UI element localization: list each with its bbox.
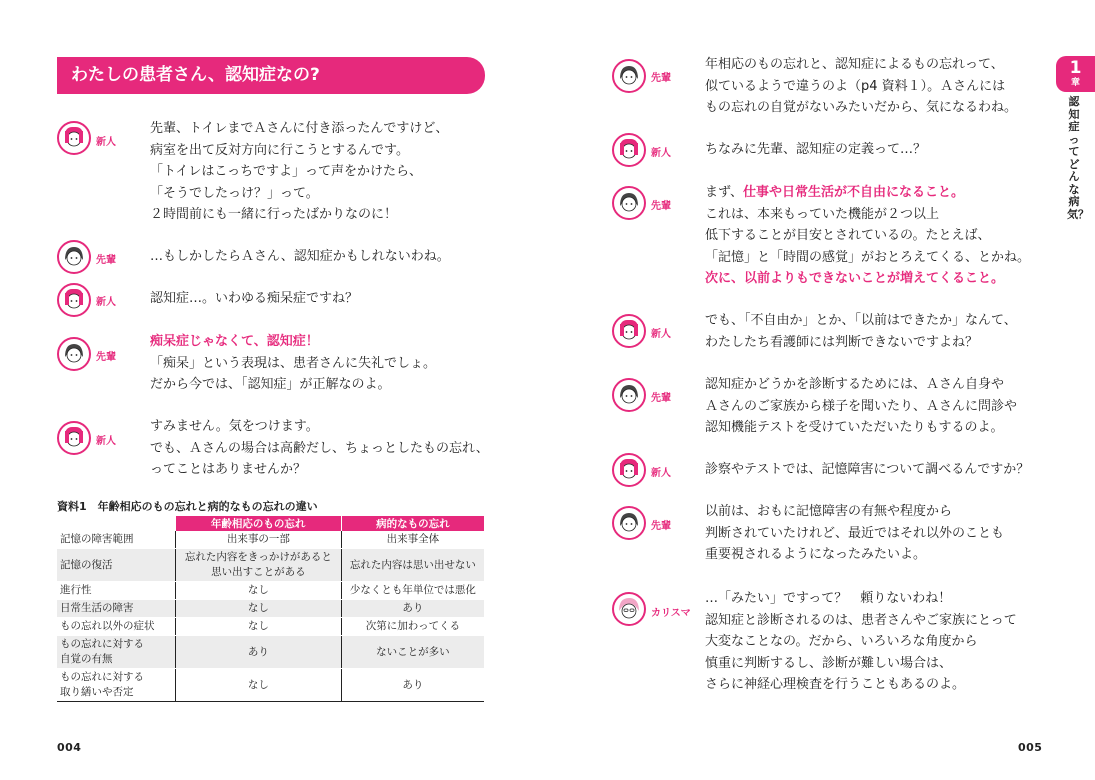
chapter-title: 認知症ってどんな病気？	[1067, 95, 1089, 221]
speaker-label: 先輩	[96, 352, 116, 363]
page-number: 004	[57, 741, 82, 754]
newcomer-avatar-icon	[612, 133, 646, 167]
page-number: 005	[1018, 741, 1043, 754]
speaker-label: 先輩	[96, 255, 116, 266]
dialogue-text	[705, 310, 1017, 353]
dialogue-fragment: まず、	[705, 185, 743, 200]
table-cell: あり	[341, 669, 484, 702]
table-header-cell: 病的なもの忘れ	[341, 516, 484, 531]
speaker-label: 新人	[96, 137, 116, 148]
emphasis-fragment: 仕事や日常生活が不自由になること。	[742, 185, 964, 200]
dialogue-text	[705, 588, 1017, 696]
table-cell: 進行性	[57, 582, 176, 600]
speaker-label: 先輩	[651, 201, 671, 212]
chapter-number: 1	[1069, 58, 1082, 78]
dialogue-line: 重要視されるようになったみたいよ。	[705, 547, 927, 562]
emphasis-line: 痴呆症じゃなくて、認知症！	[150, 334, 319, 349]
dialogue-line: 病室を出て反対方向に行こうとするんです。	[150, 142, 409, 158]
speaker-label: 先輩	[651, 73, 671, 84]
section-title: わたしの患者さん、認知症なの?	[57, 57, 485, 94]
table-cell: 少なくとも年単位では悪化	[341, 582, 484, 600]
newcomer-avatar-icon	[612, 314, 646, 348]
speaker-label: 新人	[96, 436, 116, 447]
dialogue-line: 似ているようで違うのよ（p4 資料１）。Ａさんには	[705, 78, 1006, 94]
table-cell: もの忘れに対する 自覚の有無	[57, 636, 176, 669]
dialogue-line: 認知症かどうかを診断するためには、Ａさん自身や	[705, 377, 1005, 392]
senior-avatar-icon	[612, 186, 646, 220]
table-cell: なし	[176, 669, 342, 702]
dialogue-line: 以前は、おもに記憶障害の有無や程度から	[705, 504, 953, 519]
table-caption: 資料1 年齢相応のもの忘れと病的なもの忘れの違い	[57, 500, 318, 513]
speaker-label: 先輩	[651, 393, 671, 404]
dialogue-line: ２時間前にも一緒に行ったばかりなのに！	[150, 207, 398, 222]
table-cell: なし	[176, 600, 342, 618]
senior-avatar-icon	[612, 59, 646, 93]
table-cell: なし	[176, 582, 342, 600]
dialogue-line: 「痴呆」という表現は、患者さんに失礼でしょ。	[150, 355, 437, 371]
speaker-label: 新人	[96, 297, 116, 308]
dialogue-line: 「記憶」と「時間の感覚」がおとろえてくる、とかね。	[705, 249, 1031, 265]
table-cell: なし	[176, 618, 342, 636]
table-cell: 次第に加わってくる	[341, 618, 484, 636]
dialogue-line: これは、本来もっていた機能が２つ以上	[705, 206, 940, 222]
dialogue-line: 認知症…。いわゆる痴呆症ですね？	[150, 291, 359, 306]
dialogue-line: 先輩、トイレまでＡさんに付き添ったんですけど、	[150, 121, 449, 136]
table-cell: もの忘れに対する 取り繕いや否定	[57, 669, 176, 702]
table-header-cell: 年齢相応のもの忘れ	[176, 516, 342, 531]
table-cell: あり	[341, 600, 484, 618]
dialogue-line: すみません。気をつけます。	[150, 419, 319, 434]
dialogue-line: 判断されていたけれど、最近ではそれ以外のことも	[705, 525, 1005, 541]
dialogue-text	[705, 139, 926, 161]
senior-avatar-icon	[612, 378, 646, 412]
table-cell: ないことが多い	[341, 636, 484, 669]
emphasis-line: 次に、以前よりもできないことが増えてくること。	[705, 271, 1005, 286]
dialogue-line: …「みたい」ですって？ 頼りないわね！	[705, 591, 952, 606]
table-cell: 出来事全体	[341, 531, 484, 549]
table-cell: 忘れた内容は思い出せない	[341, 549, 484, 582]
table-cell: 日常生活の障害	[57, 600, 176, 618]
dialogue-line: Ａさんのご家族から様子を聞いたり、Ａさんに問診や	[705, 398, 1018, 414]
speaker-label: 新人	[651, 329, 671, 340]
dialogue-line: 「そうでしたっけ？」って。	[150, 185, 319, 201]
dialogue-line: 大変なことなの。だから、いろいろな角度から	[705, 634, 978, 649]
dialogue-line: 認知機能テストを受けていただいたりもするのよ。	[705, 420, 1004, 435]
dialogue-line: 慎重に判断するし、診断が難しい場合は、	[705, 655, 953, 671]
speaker-label: 先輩	[651, 521, 671, 532]
dialogue-text	[705, 182, 1030, 290]
dialogue-line: ちなみに先輩、認知症の定義って…？	[705, 142, 927, 157]
dialogue-line: でも、Ａさんの場合は高齢だし、ちょっとしたもの忘れ、	[150, 440, 489, 456]
dialogue-line: さらに神経心理検査を行うこともあるのよ。	[705, 677, 966, 692]
dialogue-line: だから今では、「認知症」が正解なのよ。	[150, 377, 391, 392]
table-cell: 忘れた内容をきっかけがあると 思い出すことがある	[176, 549, 342, 582]
dialogue-line: でも、「不自由か」とか、「以前はできたか」なんて、	[705, 313, 1017, 328]
chapter-tab	[1056, 56, 1095, 92]
speaker-label: 新人	[651, 148, 671, 159]
table-cell: 出来事の一部	[176, 531, 342, 549]
speaker-label: カリスマ	[651, 608, 691, 619]
dialogue-text	[705, 501, 1004, 566]
table-cell: 記憶の復活	[57, 549, 176, 582]
dialogue-line: 低下することが目安とされているの。たとえば、	[705, 228, 991, 243]
dialogue-line: 診察やテストでは、記憶障害について調べるんですか？	[705, 462, 1030, 477]
dialogue-line: もの忘れの自覚がないみたいだから、気になるわね。	[705, 100, 1018, 115]
dialogue-line: …もしかしたらＡさん、認知症かもしれないわね。	[150, 249, 450, 264]
table-cell: あり	[176, 636, 342, 669]
dialogue-line: ってことはありませんか？	[150, 462, 307, 477]
table-cell: 記憶の障害範囲	[57, 531, 176, 549]
dialogue-text	[705, 459, 1029, 481]
newcomer-avatar-icon	[612, 453, 646, 487]
charisma-avatar-icon	[612, 592, 646, 626]
dialogue-line: 認知症と診断されるのは、患者さんやご家族にとって	[705, 612, 1017, 628]
dialogue-text	[705, 54, 1017, 119]
dialogue-line	[705, 182, 1030, 204]
dialogue-line: 「トイレはこっちですよ」って声をかけたら、	[150, 164, 422, 179]
chapter-word: 章	[1070, 78, 1080, 88]
dialogue-text	[705, 374, 1017, 439]
table-cell: もの忘れ以外の症状	[57, 618, 176, 636]
dialogue-line: 年相応のもの忘れと、認知症によるもの忘れって、	[705, 57, 1004, 72]
senior-avatar-icon	[612, 506, 646, 540]
speaker-label: 新人	[651, 468, 671, 479]
dialogue-line: わたしたち看護師には判断できないですよね？	[705, 334, 979, 350]
